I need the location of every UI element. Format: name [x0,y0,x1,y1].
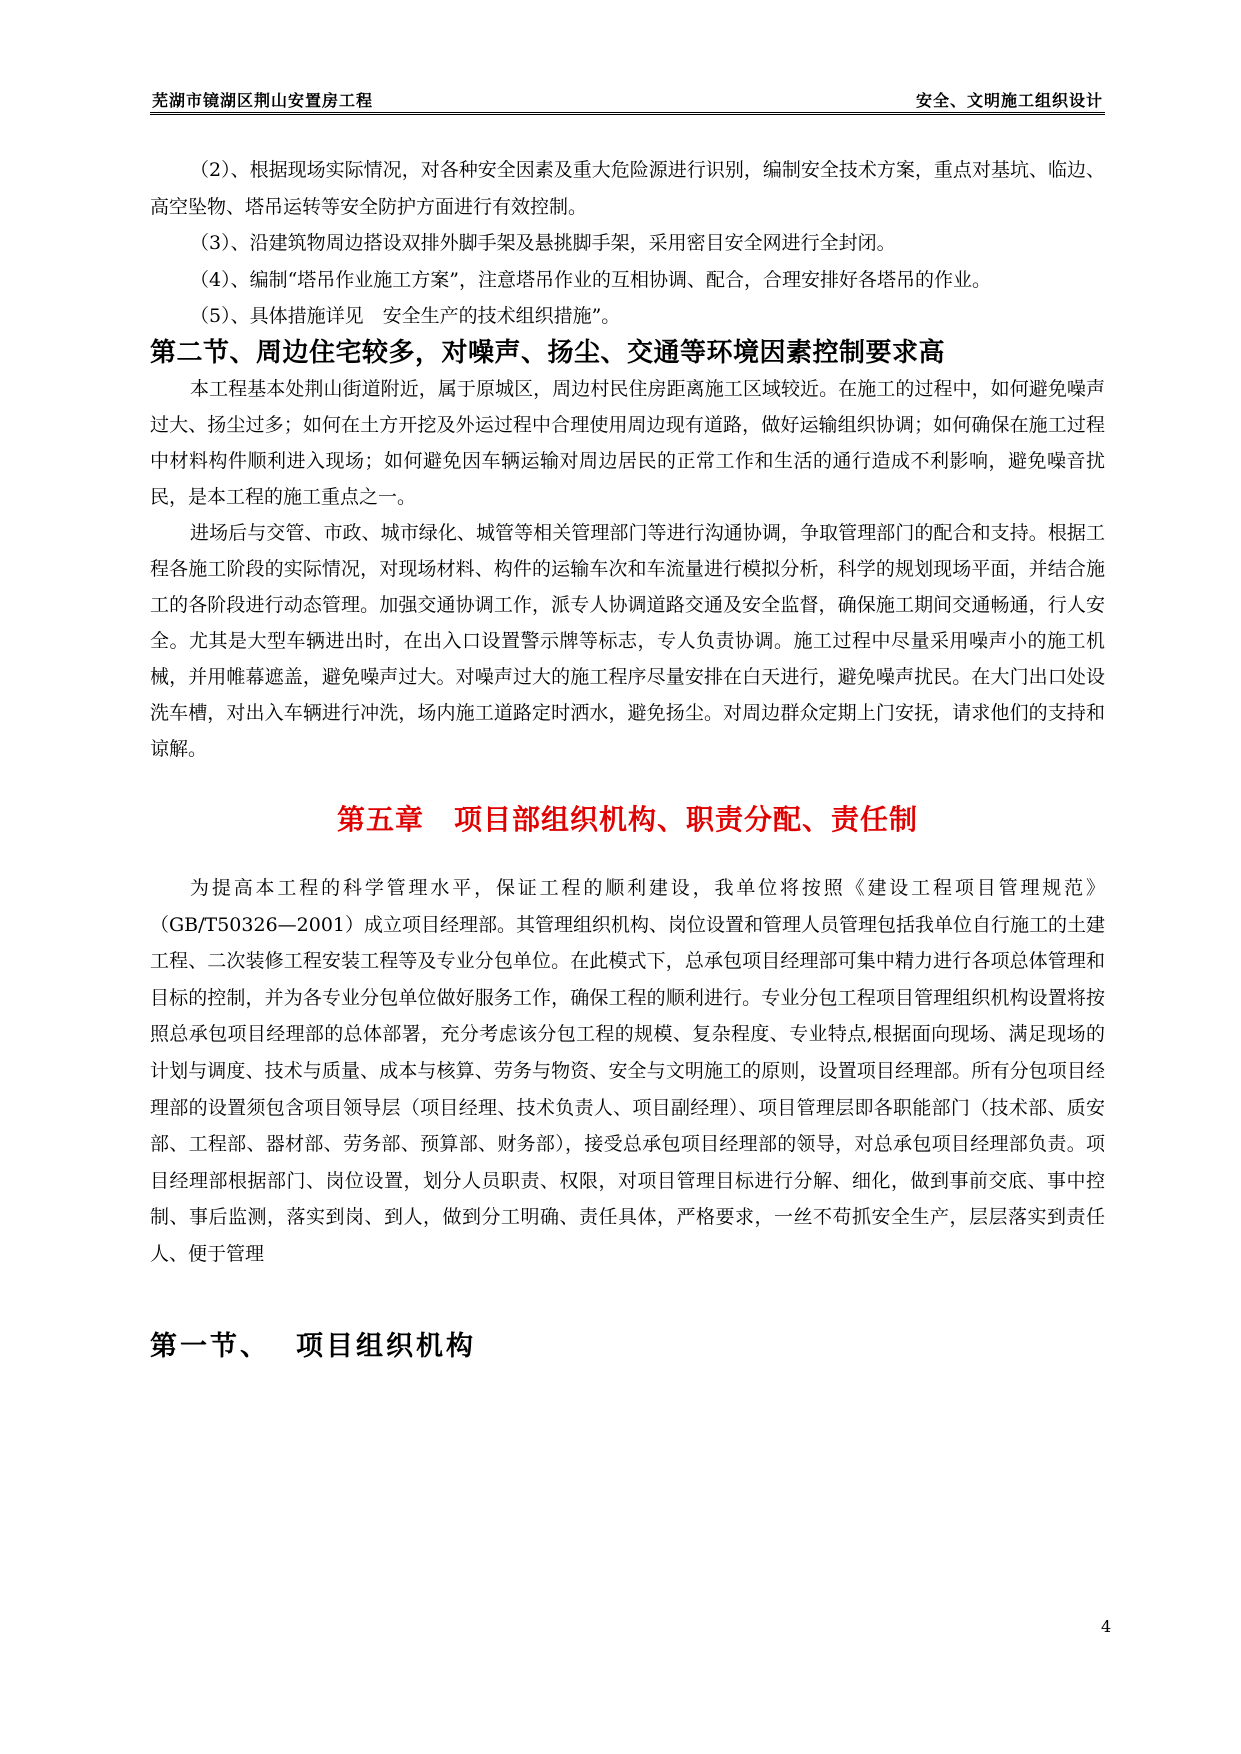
section-2-title: 第二节、周边住宅较多，对噪声、扬尘、交通等环境因素控制要求高 [150,337,946,368]
header-document-title: 安全、文明施工组织设计 [915,91,1103,110]
section-title-text: 项目组织机构 [296,1330,476,1362]
body-paragraph: 本工程基本处荆山街道附近，属于原城区，周边村民住房距离施工区域较近。在施工的过程中，如何避免噪声过大、扬尘过多；如何在土方开挖及外运过程中合理使用周边现有道路，做好运输组织协调；如何确保在施工过程中材料构件顺利进入现场；如何避免因车辆运输对周边居民的正常工作和生活的通行造成不利影响，避免噪音扰民，是本工程的施工重点之一。 [150,377,1105,508]
list-item: （4）、编制“塔吊作业施工方案”，注意塔吊作业的互相协调、配合，合理安排好各塔吊的作业。 [190,268,992,291]
list-item: （5）、具体措施详见 安全生产的技术组织措施”。 [190,305,621,328]
page-content [150,152,1105,1367]
header-project-name: 芜湖市镜湖区荆山安置房工程 [152,91,374,110]
chapter-number: 第五章 [336,802,424,836]
list-item: （3）、沿建筑物周边搭设双排外脚手架及悬挑脚手架，采用密目安全网进行全封闭。 [190,232,896,255]
body-paragraph: 为提高本工程的科学管理水平，保证工程的顺利建设，我单位将按照《建设工程项目管理规范》（GB/T50326—2001）成立项目经理部。其管理组织机构、岗位设置和管理人员管理包括我单位自行施工的土建工程、二次装修工程安装工程等及专业分包单位。在此模式下，总承包项目经理部可集中精力进行各项总体管理和目标的控制，并为各专业分包单位做好服务工作，确保工程的顺利进行。专业分包工程项目管理组织机构设置将按照总承包项目经理部的总体部署，充分考虑该分包工程的规模、复杂程度、专业特点,根据面向现场、满足现场的计划与调度、技术与质量、成本与核算、劳务与物资、安全与文明施工的原则，设置项目经理部。所有分包项目经理部的设置须包含项目领导层（项目经理、技术负责人、项目副经理）、项目管理层即各职能部门（技术部、质安部、工程部、器材部、劳务部、预算部、财务部），接受总承包项目经理部的领导，对总承包项目经理部负责。项目经理部根据部门、岗位设置，划分人员职责、权限，对项目管理目标进行分解、细化，做到事前交底、事中控制、事后监测，落实到岗、到人，做到分工明确、责任具体，严格要求，一丝不苟抓安全生产，层层落实到责任人、便于管理 [150,876,1106,1265]
chapter-title-text: 项目部组织机构、职责分配、责任制 [454,802,919,836]
section-number: 第一节、 [150,1330,270,1362]
chapter-5-title [150,800,1105,840]
body-paragraph: 进场后与交管、市政、城市绿化、城管等相关管理部门等进行沟通协调，争取管理部门的配合和支持。根据工程各施工阶段的实际情况，对现场材料、构件的运输车次和车流量进行模拟分析，科学的规划现场平面，并结合施工的各阶段进行动态管理。加强交通协调工作，派专人协调道路交通及安全监督，确保施工期间交通畅通，行人安全。尤其是大型车辆进出时，在出入口设置警示牌等标志，专人负责协调。施工过程中尽量采用噪声小的施工机械，并用帷幕遮盖，避免噪声过大。对噪声过大的施工程序尽量安排在白天进行，避免噪声扰民。在大门出口处设洗车槽，对出入车辆进行冲洗，场内施工道路定时洒水，避免扬尘。对周边群众定期上门安抚，请求他们的支持和谅解。 [150,521,1105,760]
page-header [150,86,1105,115]
page-number: 4 [1101,1617,1112,1636]
section-1-title [150,1327,1105,1367]
list-item: （2）、根据现场实际情况，对各种安全因素及重大危险源进行识别，编制安全技术方案，重点对基坑、临边、高空坠物、塔吊运转等安全防护方面进行有效控制。 [150,159,1105,218]
